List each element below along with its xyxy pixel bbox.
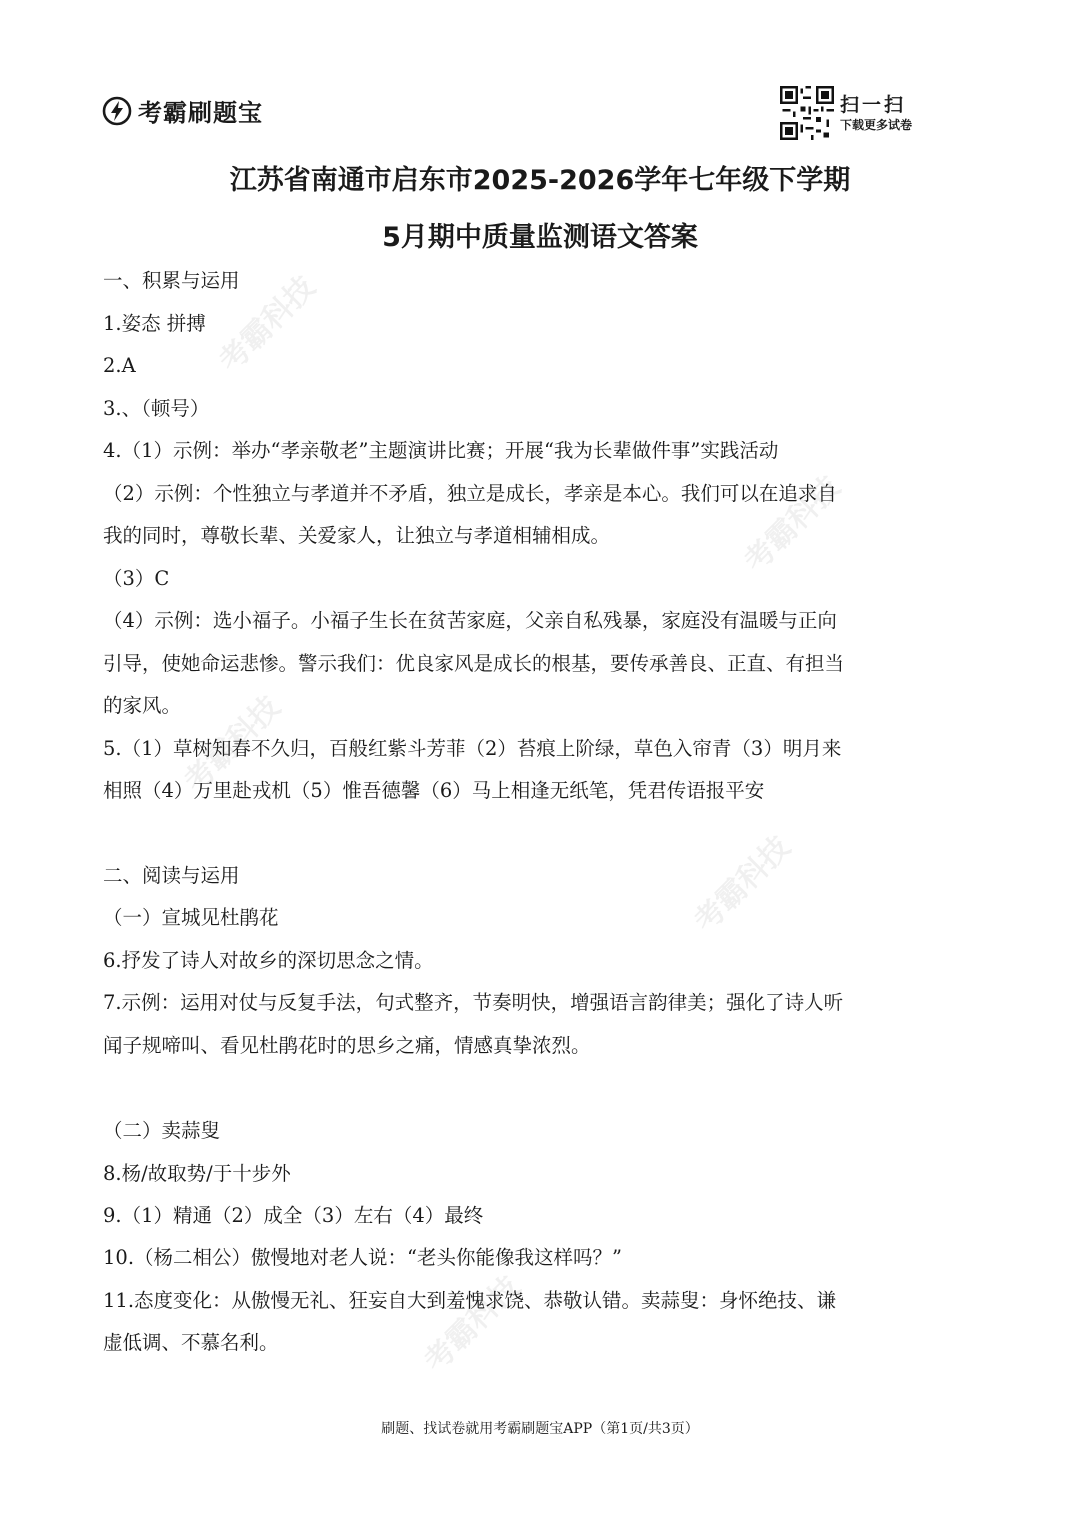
watermark: 考霸科技: [737, 469, 848, 580]
brand-logo: [102, 93, 263, 128]
answer-line: 2.A: [103, 354, 136, 377]
section-heading: 二、阅读与运用: [103, 864, 240, 887]
brand-name: 考霸刷题宝: [138, 99, 263, 127]
qr-code-icon: [780, 86, 834, 140]
answer-line: 闻子规啼叫、看见杜鹃花时的思乡之痛，情感真挚浓烈。: [103, 1034, 591, 1057]
answer-line: 5.（1）草树知春不久归，百般红紫斗芳菲（2）苔痕上阶绿，草色入帘青（3）明月来: [103, 737, 842, 760]
answer-line: 9.（1）精通（2）成全（3）左右（4）最终: [103, 1204, 484, 1227]
qr-download[interactable]: [780, 86, 912, 140]
watermark: 考霸科技: [687, 829, 798, 940]
watermark: 考霸科技: [212, 269, 323, 380]
answer-line: 引导，使她命运悲惨。警示我们：优良家风是成长的根基，要传承善良、正直、有担当: [103, 652, 845, 675]
answer-line: 的家风。: [103, 694, 182, 717]
answer-line: 虚低调、不慕名利。: [103, 1331, 279, 1354]
answer-line: 1.姿态 拼搏: [103, 312, 206, 335]
answer-line: 相照（4）万里赴戎机（5）惟吾德馨（6）马上相逢无纸笔，凭君传语报平安: [103, 779, 765, 802]
answer-line: 7.示例：运用对仗与反复手法，句式整齐，节奏明快，增强语言韵律美；强化了诗人听: [103, 991, 844, 1014]
page-footer: 刷题、找试卷就用考霸刷题宝APP（第1页/共3页）: [381, 1421, 699, 1437]
subsection-heading: （二）卖蒜叟: [103, 1119, 221, 1142]
answer-line: 11.态度变化：从傲慢无礼、狂妄自大到羞愧求饶、恭敬认错。卖蒜叟：身怀绝技、谦: [103, 1289, 837, 1312]
watermark: 考霸科技: [177, 689, 288, 800]
answer-line: （4）示例：选小福子。小福子生长在贫苦家庭，父亲自私残暴，家庭没有温暖与正向: [103, 609, 837, 632]
subsection-heading: （一）宣城见杜鹃花: [103, 906, 279, 929]
qr-title: 扫一扫: [840, 94, 907, 116]
lightning-logo-icon: [102, 96, 132, 126]
watermark: 考霸科技: [417, 1269, 528, 1380]
section-heading: 一、积累与运用: [103, 269, 240, 292]
answer-line: 我的同时，尊敬长辈、关爱家人，让独立与孝道相辅相成。: [103, 524, 611, 547]
answer-line: 10.（杨二相公）傲慢地对老人说：“老头你能像我这样吗？”: [103, 1246, 622, 1269]
document-subtitle: 5月期中质量监测语文答案: [382, 222, 698, 253]
answer-line: （2）示例：个性独立与孝道并不矛盾，独立是成长，孝亲是本心。我们可以在追求自: [103, 482, 837, 505]
answer-line: 3.、（顿号）: [103, 397, 210, 420]
qr-subtitle: 下载更多试卷: [840, 118, 913, 132]
document-title: 江苏省南通市启东市2025-2026学年七年级下学期: [229, 165, 851, 196]
answer-line: 8.杨/故取势/于十步外: [103, 1162, 291, 1185]
answer-line: 6.抒发了诗人对故乡的深切思念之情。: [103, 949, 434, 972]
answer-line: （3）C: [103, 567, 170, 590]
answer-line: 4.（1）示例：举办“孝亲敬老”主题演讲比赛；开展“我为长辈做件事”实践活动: [103, 439, 779, 462]
